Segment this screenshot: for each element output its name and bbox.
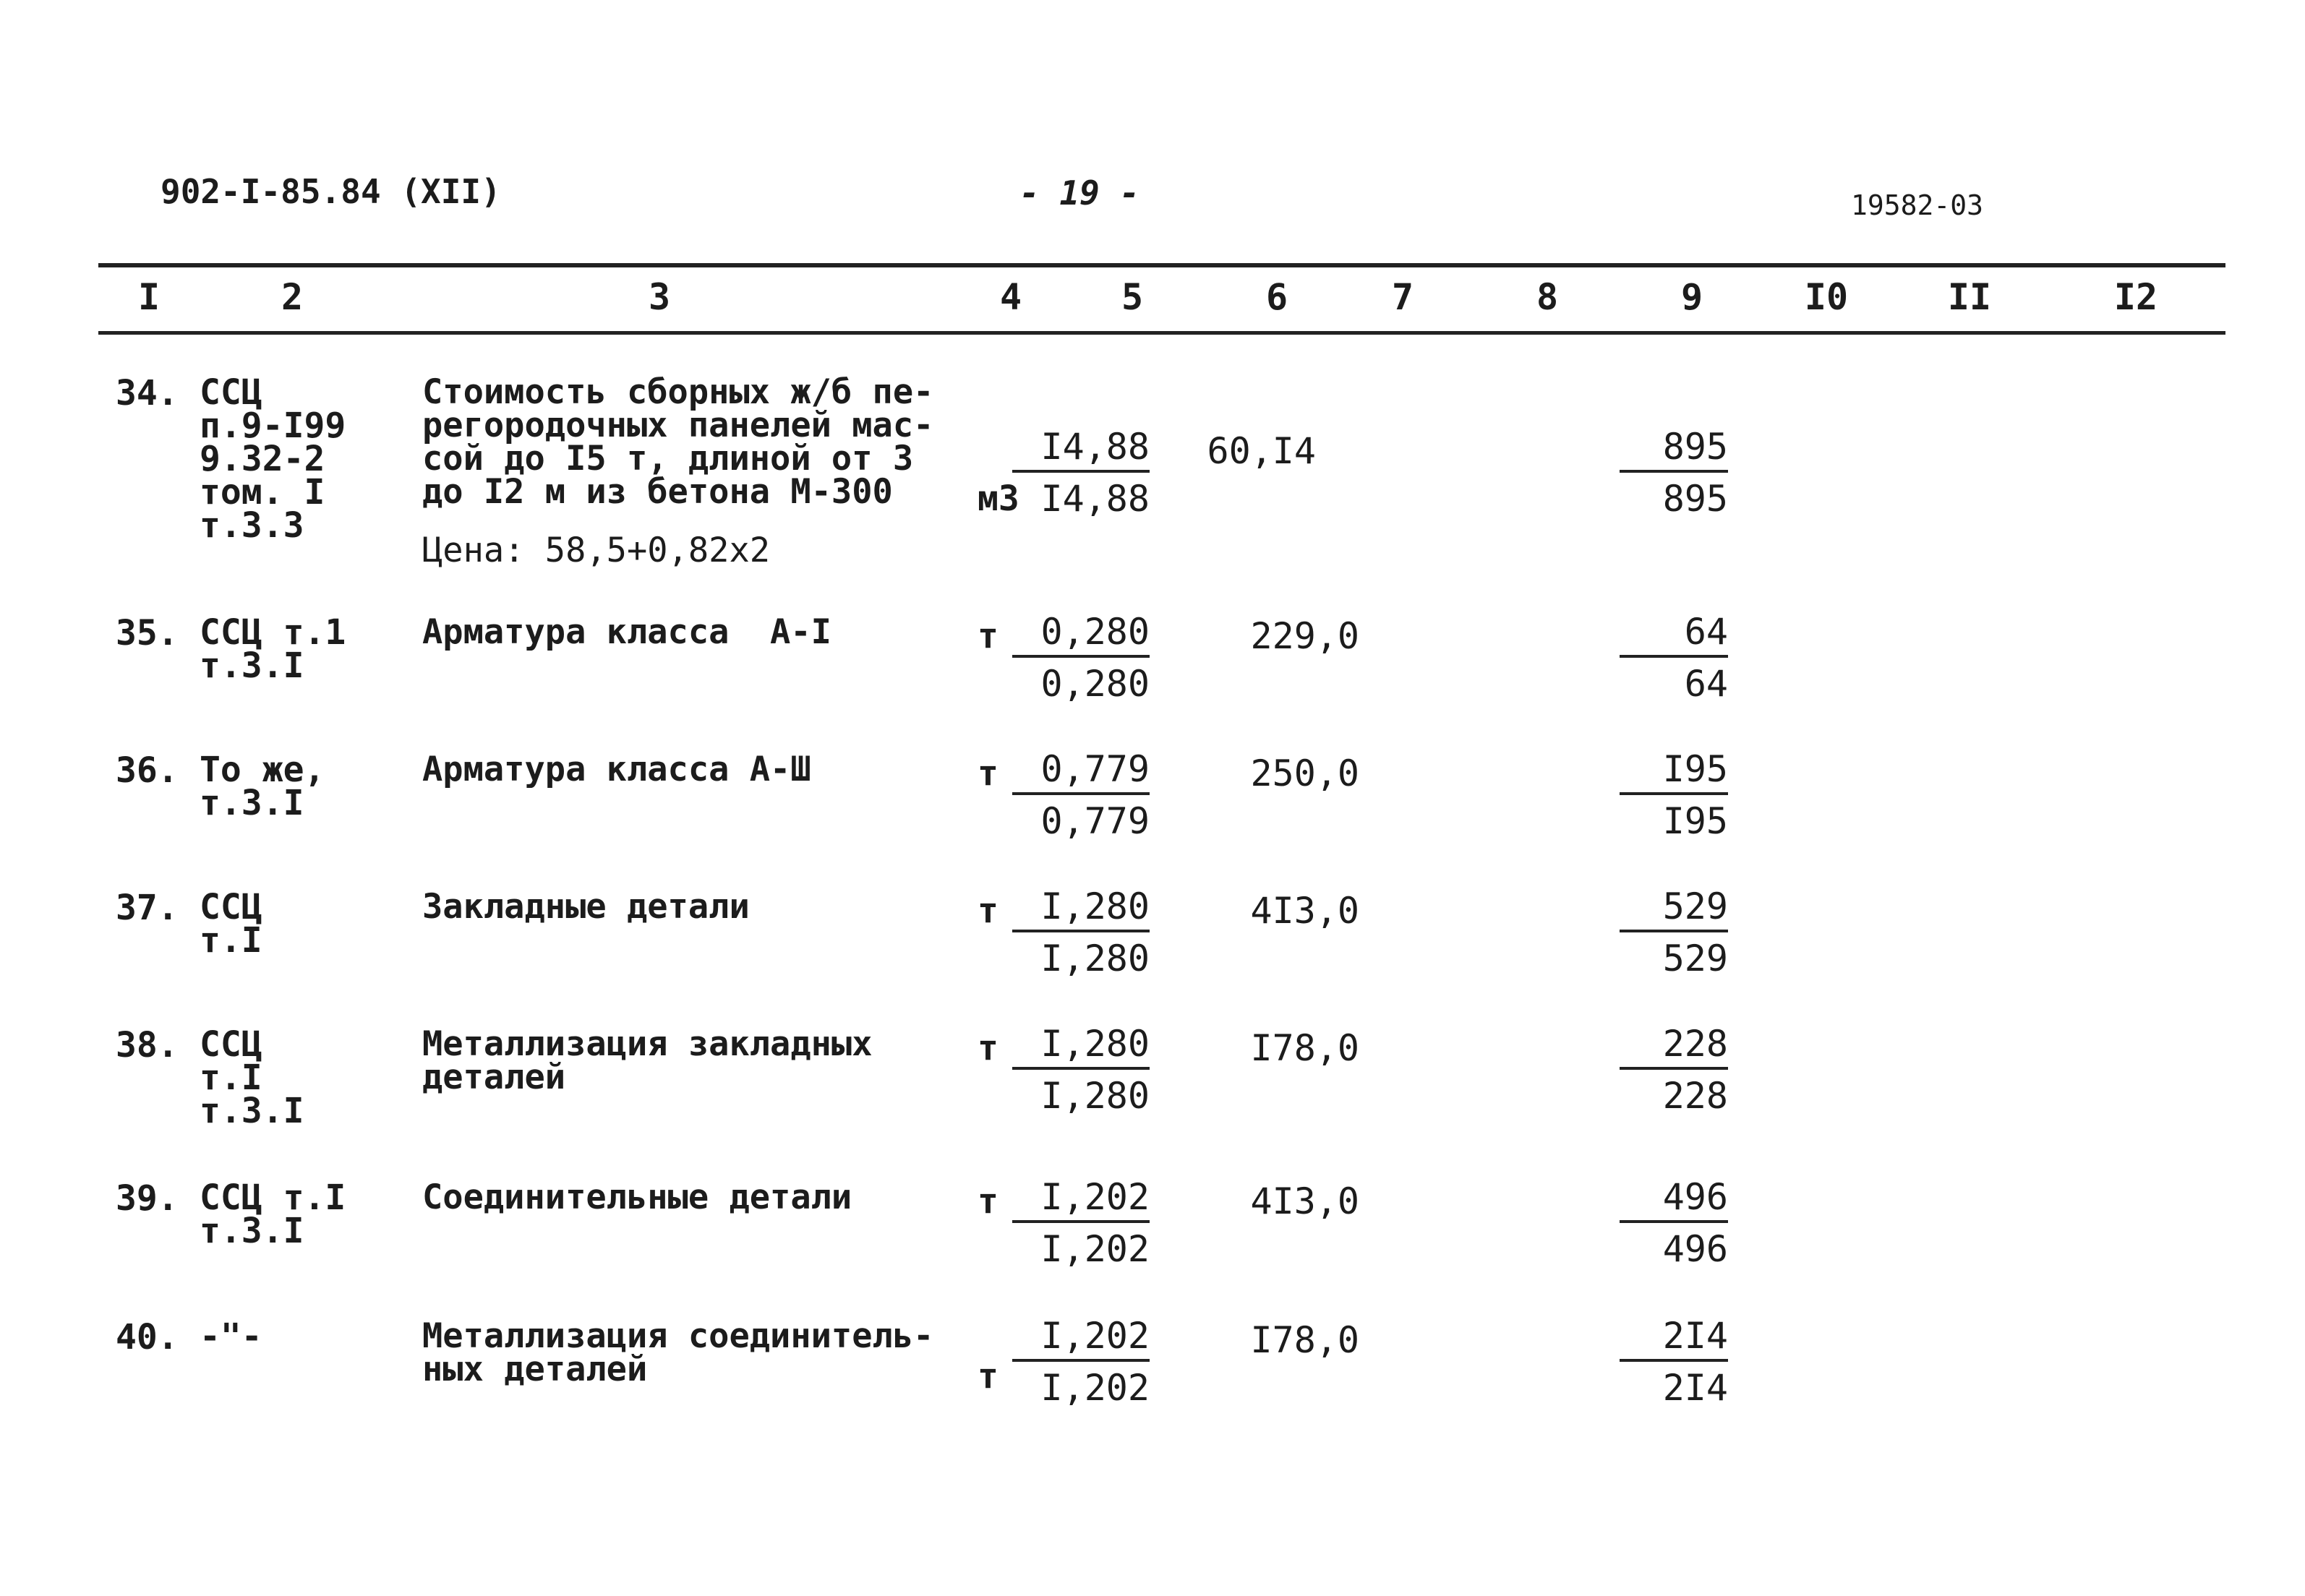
cost-total: 529 xyxy=(1662,938,1728,979)
row-quantity xyxy=(1012,428,1150,518)
row-cost xyxy=(1620,428,1728,518)
quantity-total: I4,88 xyxy=(1040,478,1150,520)
row-quantity xyxy=(1012,1025,1150,1115)
row-unit-rate: 4I3,0 xyxy=(1250,890,1359,932)
row-source: ССЦ т.I т.3.I xyxy=(200,1177,346,1251)
row-quantity xyxy=(1012,1317,1150,1407)
quantity-value: I,280 xyxy=(1012,888,1150,932)
row-source: ССЦ т.1 т.3.I xyxy=(200,612,346,686)
table-row xyxy=(0,372,2305,585)
row-source: ССЦ п.9-I99 9.32-2 том. I т.3.3 xyxy=(200,372,346,546)
row-number: 36. xyxy=(116,750,179,791)
row-description: Соединительные детали xyxy=(422,1177,852,1217)
column-header: 2 xyxy=(281,276,304,318)
quantity-total: I,202 xyxy=(1040,1367,1150,1409)
cost-value: 895 xyxy=(1620,428,1728,473)
table-row xyxy=(0,1315,2305,1450)
row-unit: т xyxy=(978,616,998,656)
document-code: 902-I-85.84 (XII) xyxy=(161,172,501,211)
row-cost xyxy=(1620,1178,1728,1268)
column-header: I0 xyxy=(1804,276,1849,318)
cost-total: I95 xyxy=(1662,800,1728,842)
row-unit: т xyxy=(978,1181,998,1222)
row-source: ССЦ т.I xyxy=(200,887,262,961)
row-quantity xyxy=(1012,750,1150,840)
cost-value: 2I4 xyxy=(1620,1317,1728,1362)
row-cost xyxy=(1620,1317,1728,1407)
row-quantity xyxy=(1012,885,1150,979)
page-number: - 19 - xyxy=(1019,173,1140,213)
row-cost xyxy=(1620,885,1728,979)
row-unit: т xyxy=(978,1028,998,1068)
cost-value: 228 xyxy=(1620,1025,1728,1070)
row-cost xyxy=(1620,613,1728,703)
row-number: 34. xyxy=(116,373,179,413)
cost-total: 2I4 xyxy=(1662,1367,1728,1409)
column-header: 9 xyxy=(1680,276,1703,318)
row-source: ССЦ т.I т.3.I xyxy=(200,1024,304,1131)
quantity-value: I4,88 xyxy=(1012,428,1150,473)
quantity-total: I,202 xyxy=(1040,1228,1150,1270)
quantity-value: I,202 xyxy=(1012,1178,1150,1223)
table-row xyxy=(0,1023,2305,1158)
column-header: I xyxy=(137,276,161,318)
table-top-rule xyxy=(98,263,2225,267)
quantity-value: I,202 xyxy=(1012,1317,1150,1362)
column-header: II xyxy=(1947,276,1992,318)
row-unit-rate: I78,0 xyxy=(1250,1027,1359,1069)
row-source: -"- xyxy=(200,1316,262,1357)
row-number: 35. xyxy=(116,613,179,653)
quantity-total: I,280 xyxy=(1040,938,1150,979)
row-description: Арматура класса А-Ш xyxy=(422,750,811,789)
row-unit-rate: 4I3,0 xyxy=(1250,1180,1359,1222)
row-number: 40. xyxy=(116,1317,179,1357)
row-number: 37. xyxy=(116,888,179,928)
table-row xyxy=(0,885,2305,1021)
row-unit: м3 xyxy=(978,479,1019,519)
column-header: 7 xyxy=(1391,276,1414,318)
row-unit-rate: I78,0 xyxy=(1250,1319,1359,1361)
table-row xyxy=(0,1176,2305,1311)
quantity-value: 0,280 xyxy=(1012,613,1150,658)
column-header: I2 xyxy=(2113,276,2158,318)
quantity-total: I,280 xyxy=(1040,1075,1150,1117)
row-description: Металлизация соединитель- ных деталей xyxy=(422,1316,934,1389)
cost-total: 64 xyxy=(1684,663,1728,705)
quantity-total: 0,779 xyxy=(1040,800,1150,842)
row-price-formula: Цена: 58,5+0,82х2 xyxy=(422,531,771,570)
column-header: 3 xyxy=(648,276,671,318)
quantity-total: 0,280 xyxy=(1040,663,1150,705)
row-unit-rate: 250,0 xyxy=(1250,752,1359,794)
row-quantity xyxy=(1012,1178,1150,1268)
table-row xyxy=(0,611,2305,746)
column-header: 5 xyxy=(1121,276,1144,318)
cost-value: 496 xyxy=(1620,1178,1728,1223)
row-number: 38. xyxy=(116,1025,179,1065)
cost-value: 64 xyxy=(1620,613,1728,658)
column-header: 8 xyxy=(1536,276,1559,318)
row-cost xyxy=(1620,1025,1728,1115)
column-header: 4 xyxy=(999,276,1022,318)
row-unit: т xyxy=(978,753,998,794)
table-row xyxy=(0,748,2305,883)
row-description: Стоимость сборных ж/б пе- регородочных панелей мас- сой до I5 т, длиной от 3 до I2 м из бетона М-300 xyxy=(422,372,934,512)
row-number: 39. xyxy=(116,1178,179,1219)
row-cost xyxy=(1620,750,1728,840)
quantity-value: I,280 xyxy=(1012,1025,1150,1070)
document-id: 19582-03 xyxy=(1851,189,1984,221)
row-description: Арматура класса А-I xyxy=(422,612,831,652)
row-description: Закладные детали xyxy=(422,887,750,927)
quantity-value: 0,779 xyxy=(1012,750,1150,795)
row-unit: т xyxy=(978,1356,998,1396)
row-quantity xyxy=(1012,613,1150,703)
row-unit: т xyxy=(978,891,998,931)
row-source: То же, т.3.I xyxy=(200,750,325,823)
table-header-rule xyxy=(98,331,2225,335)
row-description: Металлизация закладных деталей xyxy=(422,1024,873,1097)
cost-total: 228 xyxy=(1662,1075,1728,1117)
cost-total: 895 xyxy=(1662,478,1728,520)
row-unit-rate: 229,0 xyxy=(1250,615,1359,657)
cost-value: I95 xyxy=(1620,750,1728,795)
cost-total: 496 xyxy=(1662,1228,1728,1270)
cost-value: 529 xyxy=(1620,888,1728,932)
column-header: 6 xyxy=(1265,276,1288,318)
row-unit-rate: 60,I4 xyxy=(1207,430,1316,472)
